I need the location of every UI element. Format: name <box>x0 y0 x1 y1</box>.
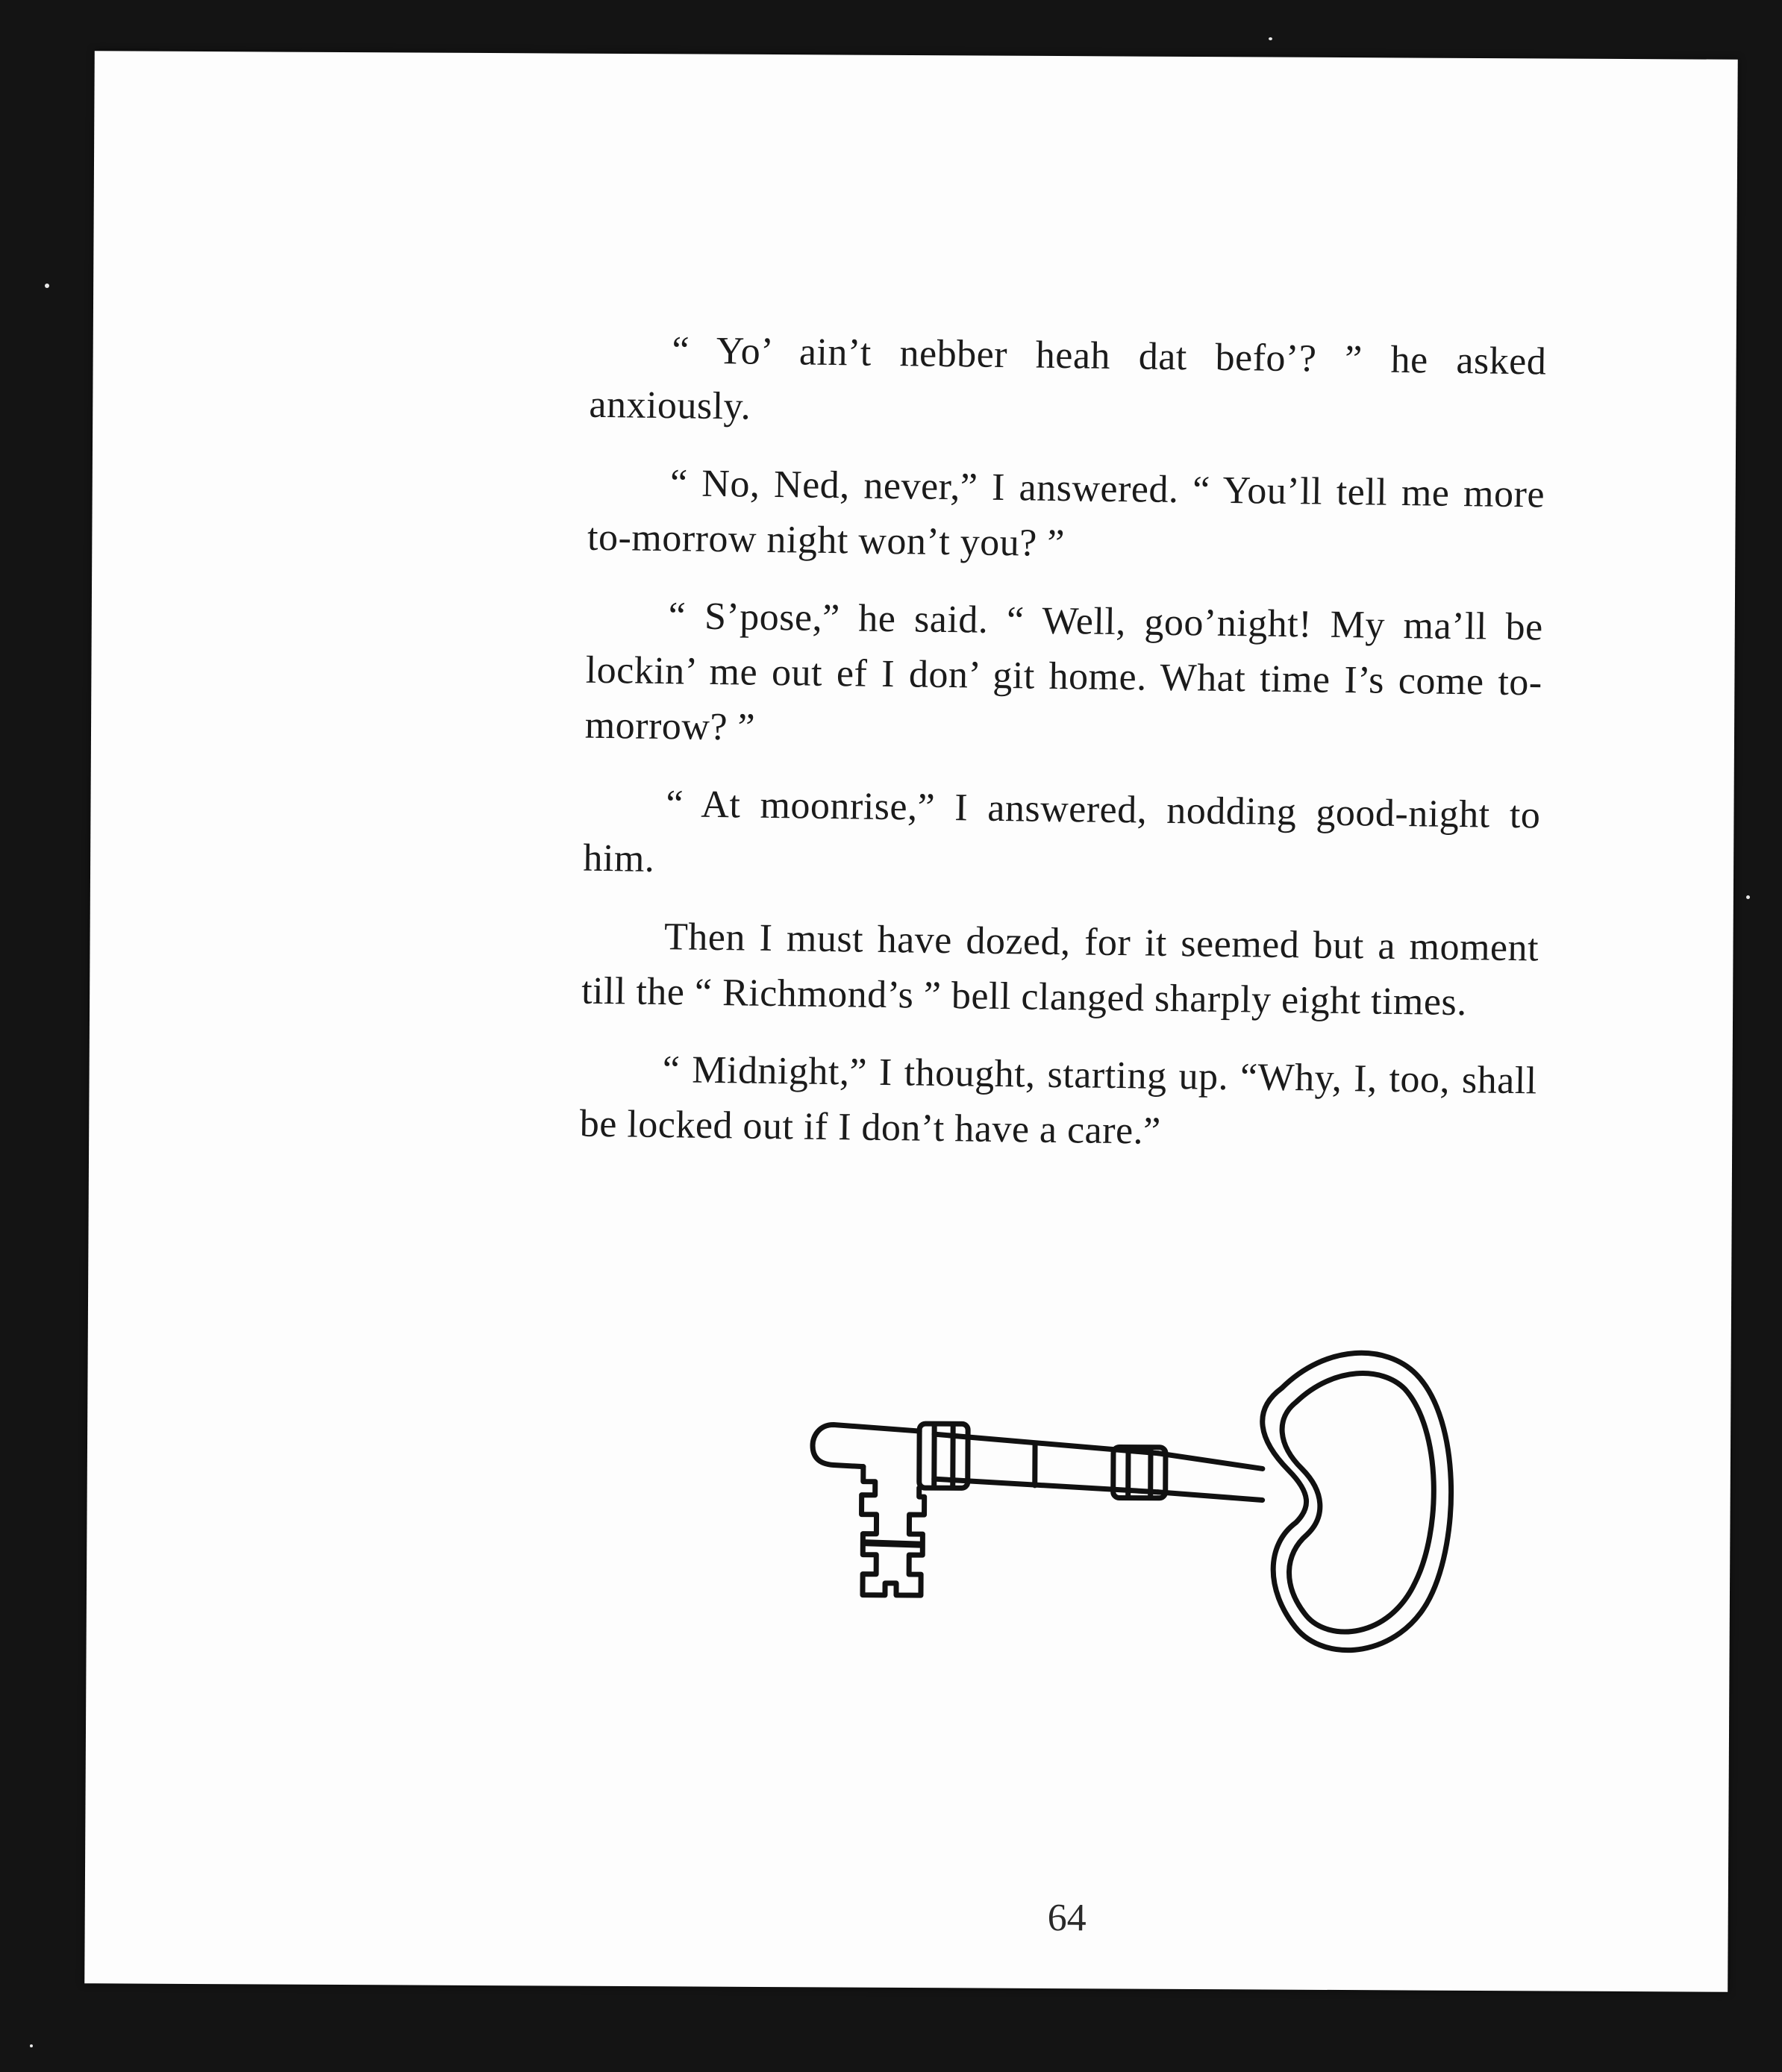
page-text <box>579 322 1547 1187</box>
scan-speck <box>1746 895 1750 899</box>
scan-speck <box>45 284 49 288</box>
scan-speck <box>1269 37 1272 40</box>
paragraph-1: “ Yo’ ain’t nebber heah dat befo’? ” he asked anxiously. <box>589 329 1547 428</box>
skeleton-key-icon <box>638 1340 1535 1703</box>
book-page <box>84 51 1738 1991</box>
scan-speck <box>30 2044 33 2047</box>
paragraph-3: “ S’pose,” he said. “ Well, goo’night! My ma’ll be lockin’ me out ef I don’ git home. What time I’s come to-morrow? ” <box>584 595 1544 749</box>
paragraph-6: “ Midnight,” I thought, starting up. “Why, I, too, shall be locked out if I don’t have a care.” <box>579 1048 1538 1153</box>
paragraph-4: “ At moonrise,” I answered, nodding good-night to him. <box>583 783 1541 880</box>
paragraph-2: “ No, Ned, never,” I answered. “ You’ll tell me more to-morrow night won’t you? ” <box>587 462 1545 566</box>
page-number: 64 <box>1047 1896 1087 1940</box>
paragraph-5: Then I must have dozed, for it seemed but a moment till the “ Richmond’s ” bell clanged sharply eight times. <box>581 916 1539 1024</box>
